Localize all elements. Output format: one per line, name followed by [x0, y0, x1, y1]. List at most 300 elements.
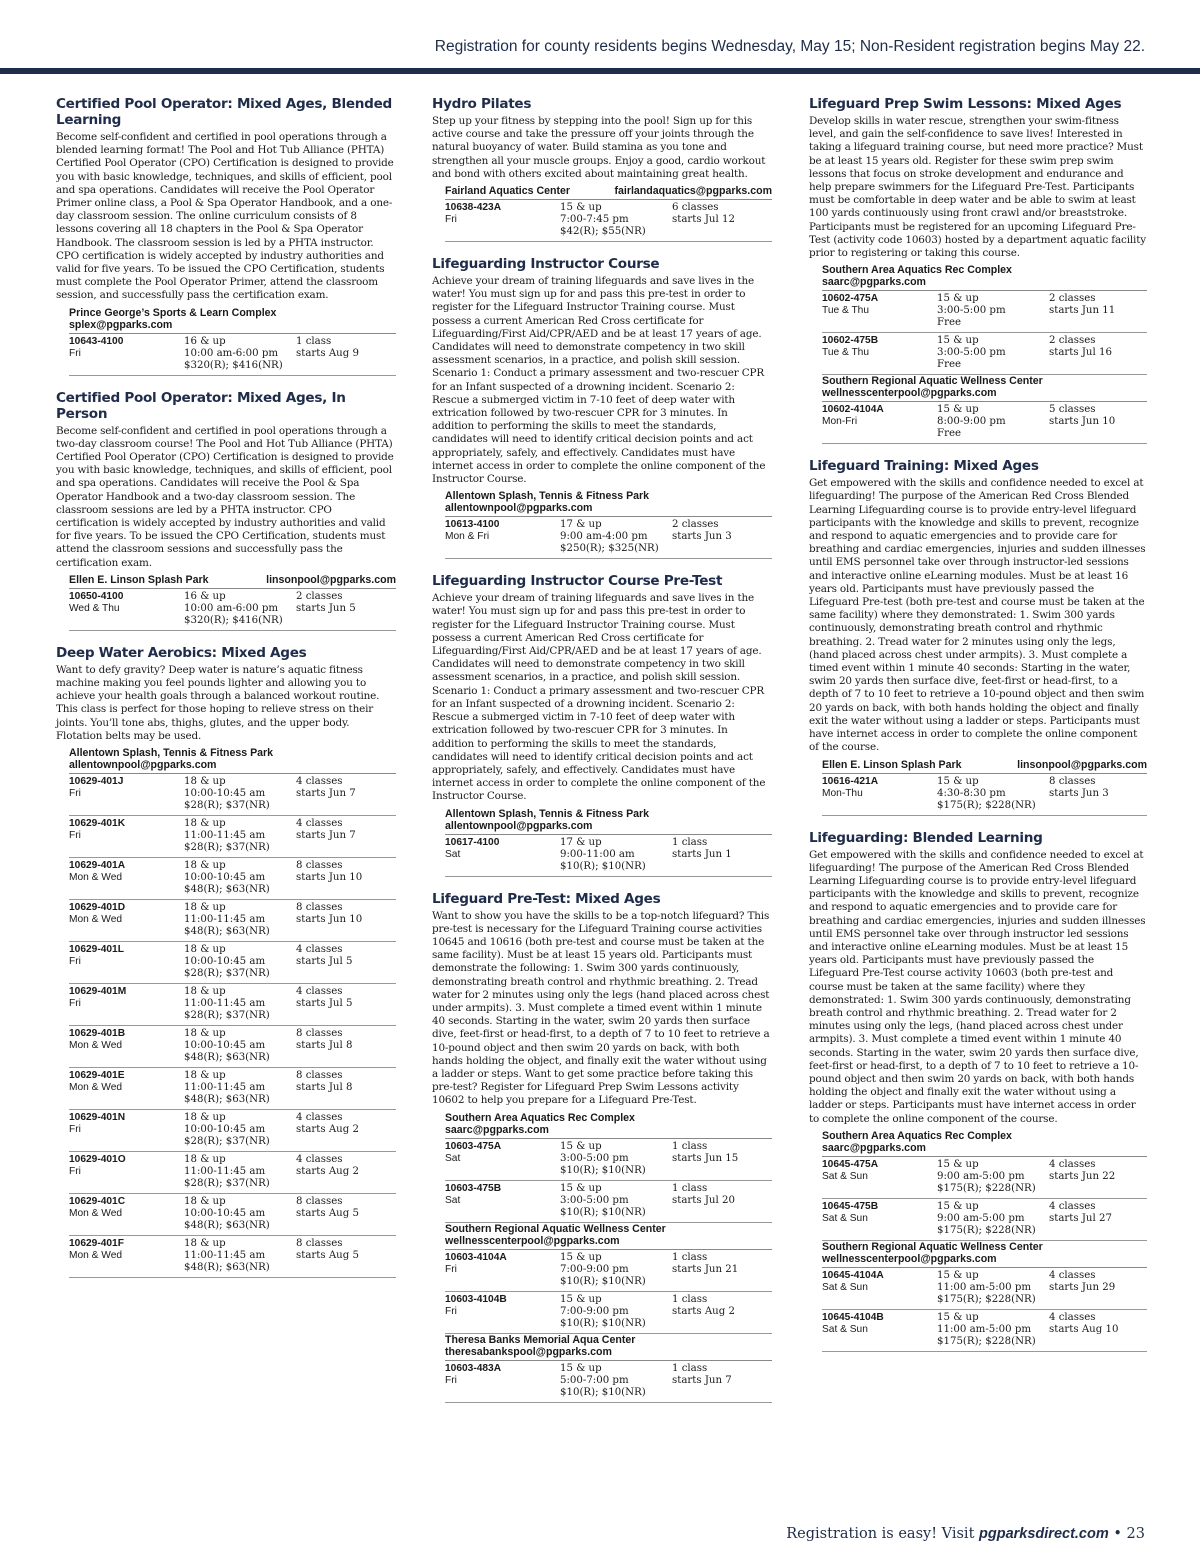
section-row[interactable]	[69, 858, 396, 900]
location-email[interactable]: wellnesscenterpool@pgparks.com	[445, 1234, 620, 1247]
course-description: Achieve your dream of training lifeguards and save lives in the water! You must sign up for and pass this pre-test in order to register for the Lifeguard Instructor Training course. Must possess a current American Red Cross certificate for Lifeguarding/First Aid/CPR/AED and be at least 17 years of age. Candidates will need to demonstrate competency in two skill assessment scenarios, in a practice, and polish skill session. Scenario 1: Conduct a primary assessment and two-rescuer CPR for an Infant suspected of a drowning incident. Scenario 2: Rescue a submerged victim in 7-10 feet of deep water with extrication followed by two-rescuer CPR for 3 minutes. In addition to performing the skills to meet the standards, candidates will need to identify critical decision points and act appropriately, safely, and effectively. Candidates must have internet access in order to complete the online component of the Instructor Course.	[432, 275, 766, 486]
age-range: 15 & up	[937, 1200, 979, 1212]
location-name-row	[822, 264, 1147, 276]
section-count-cell	[672, 1183, 772, 1219]
location-header	[445, 490, 772, 517]
activity-code[interactable]: 10603-475A	[445, 1140, 502, 1152]
section-time-cell	[560, 1363, 672, 1399]
section-row[interactable]	[445, 1250, 772, 1292]
meeting-time: 3:00-5:00 pm	[560, 1152, 629, 1164]
activity-code[interactable]: 10602-4104A	[822, 404, 884, 416]
location-name: Southern Area Aquatics Rec Complex	[822, 1129, 1012, 1142]
activity-code[interactable]: 10616-421A	[822, 775, 879, 787]
activity-code[interactable]: 10629-401D	[69, 902, 126, 914]
start-date: starts Jul 20	[672, 1194, 735, 1206]
location-email[interactable]: linsonpool@pgparks.com	[266, 573, 396, 586]
activity-code[interactable]: 10643-4100	[69, 335, 124, 347]
fee: $175(R); $228(NR)	[937, 1335, 1036, 1347]
section-time-cell	[937, 335, 1049, 371]
class-count: 1 class	[672, 1251, 708, 1263]
age-range: 18 & up	[184, 776, 226, 788]
meeting-time: 7:00-7:45 pm	[560, 214, 629, 226]
meeting-time: 7:00-9:00 pm	[560, 1263, 629, 1275]
location-name: Allentown Splash, Tennis & Fitness Park	[445, 490, 650, 503]
course-title: Lifeguarding: Blended Learning	[809, 829, 1043, 846]
course-description: Step up your fitness by stepping into the pool! Sign up for this active course and take the pressure off your joints through the natural buoyancy of water. Build stamina as you tone and strengthen all your muscle groups. Enjoy a good, cardio workout and bond with others excited about maintaining great health.	[432, 115, 766, 180]
age-range: 16 & up	[184, 590, 226, 602]
section-count-cell	[296, 818, 396, 854]
section-row[interactable]	[69, 589, 396, 631]
fee: $10(R); $10(NR)	[560, 1386, 646, 1398]
class-count: 4 classes	[296, 776, 343, 788]
section-code-cell	[69, 591, 184, 627]
section-count-cell	[1049, 404, 1147, 440]
section-count-cell	[672, 1294, 772, 1330]
course-title: Lifeguard Pre-Test: Mixed Ages	[432, 890, 661, 907]
section-count-cell	[296, 336, 396, 372]
section-time-cell	[560, 1183, 672, 1219]
section-time-cell	[560, 837, 672, 873]
section-time-cell	[937, 1201, 1049, 1237]
meeting-time: 9:00 am-5:00 pm	[937, 1170, 1025, 1182]
class-count: 8 classes	[296, 1196, 343, 1208]
start-date: starts Jun 5	[296, 602, 356, 614]
meeting-time: 11:00-11:45 am	[184, 998, 266, 1010]
location-name: Ellen E. Linson Splash Park	[69, 573, 209, 586]
age-range: 15 & up	[560, 1362, 602, 1374]
section-count-cell	[296, 776, 396, 812]
start-date: starts Jun 10	[296, 872, 363, 884]
age-range: 18 & up	[184, 944, 226, 956]
section-row[interactable]	[822, 1268, 1147, 1310]
section-time-cell	[184, 336, 296, 372]
meeting-days: Fri	[69, 998, 81, 1010]
section-row[interactable]	[445, 835, 772, 877]
section-time-cell	[184, 776, 296, 812]
course-block	[432, 256, 772, 559]
section-row[interactable]	[822, 291, 1147, 333]
age-range: 15 & up	[937, 335, 979, 347]
location-name: Southern Area Aquatics Rec Complex	[822, 264, 1012, 277]
location-email[interactable]: linsonpool@pgparks.com	[1017, 758, 1147, 771]
fee: $175(R); $228(NR)	[937, 799, 1036, 811]
section-count-cell	[1049, 776, 1147, 812]
start-date: starts Aug 2	[296, 1166, 359, 1178]
fee: $175(R); $228(NR)	[937, 1182, 1036, 1194]
meeting-days: Sat & Sun	[822, 1170, 868, 1182]
fee: $28(R); $37(NR)	[184, 968, 270, 980]
section-time-cell	[184, 986, 296, 1022]
page-header	[0, 0, 1200, 78]
section-row[interactable]	[822, 1199, 1147, 1241]
section-time-cell	[560, 202, 672, 238]
age-range: 18 & up	[184, 860, 226, 872]
class-count: 8 classes	[1049, 775, 1096, 787]
section-count-cell	[296, 1238, 396, 1274]
section-count-cell	[672, 519, 772, 555]
column-1	[56, 96, 396, 1292]
meeting-time: 11:00-11:45 am	[184, 830, 266, 842]
section-count-cell	[296, 1196, 396, 1232]
location-email[interactable]: saarc@pgparks.com	[822, 1141, 926, 1154]
footer-site-link[interactable]: pgparksdirect.com	[979, 1526, 1109, 1542]
meeting-days: Mon & Wed	[69, 914, 123, 926]
section-code-cell	[822, 1201, 937, 1237]
course-title: Certified Pool Operator: Mixed Ages, In Person	[56, 389, 346, 422]
location-email[interactable]: wellnesscenterpool@pgparks.com	[822, 387, 997, 400]
age-range: 15 & up	[937, 1158, 979, 1170]
location-header	[822, 759, 1147, 774]
age-range: 18 & up	[184, 1028, 226, 1040]
location-header	[445, 185, 772, 200]
activity-code[interactable]: 10603-4104B	[445, 1293, 507, 1305]
section-row[interactable]	[69, 942, 396, 984]
start-date: starts Jun 21	[672, 1263, 739, 1275]
fee: Free	[937, 428, 961, 440]
section-row[interactable]	[445, 517, 772, 559]
section-row[interactable]	[445, 1181, 772, 1223]
start-date: starts Jul 8	[296, 1040, 353, 1052]
section-row[interactable]	[822, 774, 1147, 816]
location-header	[69, 574, 396, 589]
location-email[interactable]: allentownpool@pgparks.com	[445, 502, 593, 515]
section-count-cell	[296, 1070, 396, 1106]
section-code-cell	[69, 1154, 184, 1190]
section-row[interactable]	[69, 984, 396, 1026]
section-time-cell	[184, 1154, 296, 1190]
age-range: 18 & up	[184, 1154, 226, 1166]
course-description: Become self-confident and certified in pool operations through a blended learning format! The Pool and Hot Tub Alliance (PHTA) Certified Pool Operator (CPO) Certification is designed to provide you with basic knowledge, techniques, and skills of efficient, pool and spa operations. Candidates will receive the Pool Operator Primer online class, a Pool & Spa Operator Handbook, and a one-day classroom session. The online curriculum consists of 8 lessons covering all 18 chapters in the Pool & Spa Operator Handbook. The classroom session is led by a PHTA instructor. CPO certification is widely accepted by industry authorities and valid for five years. To be issued the CPO Certification, students must complete the Pool Operator Primer, attend the classroom session, and successfully pass the certification exam.	[56, 131, 394, 302]
start-date: starts Jun 10	[1049, 416, 1116, 428]
activity-code[interactable]: 10603-4104A	[445, 1251, 507, 1263]
activity-code[interactable]: 10645-4104A	[822, 1269, 884, 1281]
meeting-days: Fri	[445, 214, 457, 226]
activity-code[interactable]: 10617-4100	[445, 836, 500, 848]
course-description: Develop skills in water rescue, strengthen your swim-fitness level, and gain the self-confidence to save lives! Interested in taking a lifeguard training course, but need more practice? Must be at least 15 years old. Register for these swim prep swim lessons that focus on stroke development and endurance and help prepare swimmers for the Lifeguard Pre-Test. Participants must be comfortable in deep water and be able to swim at least 100 yards continuously using front crawl and/or breaststroke. Participants must be registered for an upcoming Lifeguard Pre-Test (activity code 10603) hosted by a department aquatic facility prior to registering or taking this course.	[809, 115, 1146, 260]
section-row[interactable]	[445, 200, 772, 242]
fee: $10(R); $10(NR)	[560, 1164, 646, 1176]
section-count-cell	[296, 591, 396, 627]
activity-code[interactable]: 10629-401O	[69, 1154, 126, 1166]
activity-code[interactable]: 10629-401B	[69, 1028, 126, 1040]
class-count: 4 classes	[296, 818, 343, 830]
start-date: starts Aug 2	[296, 1124, 359, 1136]
location-name-row	[822, 1241, 1147, 1253]
meeting-days: Fri	[69, 1124, 81, 1136]
section-count-cell	[296, 902, 396, 938]
section-row[interactable]	[822, 1157, 1147, 1199]
meeting-time: 11:00-11:45 am	[184, 1166, 266, 1178]
meeting-days: Mon & Fri	[445, 531, 490, 543]
section-code-cell	[69, 1238, 184, 1274]
section-count-cell	[296, 1154, 396, 1190]
location-header	[822, 1130, 1147, 1157]
meeting-days: Mon & Wed	[69, 1040, 123, 1052]
section-time-cell	[184, 944, 296, 980]
section-count-cell	[1049, 293, 1147, 329]
section-count-cell	[1049, 1201, 1147, 1237]
meeting-time: 7:00-9:00 pm	[560, 1305, 629, 1317]
section-count-cell	[296, 1112, 396, 1148]
section-time-cell	[184, 591, 296, 627]
section-count-cell	[1049, 335, 1147, 371]
age-range: 16 & up	[184, 335, 226, 347]
meeting-time: 10:00-10:45 am	[184, 872, 266, 884]
meeting-time: 10:00-10:45 am	[184, 1208, 266, 1220]
meeting-time: 10:00-10:45 am	[184, 1124, 266, 1136]
section-time-cell	[937, 1270, 1049, 1306]
meeting-days: Sat	[445, 1152, 461, 1164]
meeting-time: 4:30-8:30 pm	[937, 787, 1006, 799]
section-count-cell	[672, 837, 772, 873]
start-date: starts Jul 12	[672, 214, 735, 226]
section-code-cell	[69, 818, 184, 854]
section-row[interactable]	[822, 1310, 1147, 1352]
meeting-time: 11:00-11:45 am	[184, 914, 266, 926]
meeting-days: Fri	[445, 1305, 457, 1317]
section-code-cell	[69, 902, 184, 938]
section-row[interactable]	[445, 1292, 772, 1334]
activity-code[interactable]: 10629-401J	[69, 776, 124, 788]
meeting-time: 9:00 am-5:00 pm	[937, 1212, 1025, 1224]
meeting-time: 10:00-10:45 am	[184, 956, 266, 968]
section-row[interactable]	[69, 816, 396, 858]
section-code-cell	[445, 202, 560, 238]
activity-code[interactable]: 10629-401L	[69, 944, 124, 956]
activity-code[interactable]: 10629-401F	[69, 1238, 124, 1250]
section-count-cell	[296, 860, 396, 896]
section-row[interactable]	[69, 900, 396, 942]
meeting-time: 3:00-5:00 pm	[937, 305, 1006, 317]
section-count-cell	[672, 202, 772, 238]
section-row[interactable]	[69, 1026, 396, 1068]
meeting-time: 5:00-7:00 pm	[560, 1374, 629, 1386]
meeting-days: Mon & Wed	[69, 1082, 123, 1094]
location-header	[69, 747, 396, 774]
location-name-row	[69, 307, 396, 319]
section-code-cell	[69, 986, 184, 1022]
location-header	[445, 1112, 772, 1139]
fee: $28(R); $37(NR)	[184, 842, 270, 854]
section-count-cell	[672, 1363, 772, 1399]
class-count: 5 classes	[1049, 404, 1096, 416]
location-email[interactable]: splex@pgparks.com	[69, 318, 173, 331]
fee: $320(R); $416(NR)	[184, 614, 283, 626]
activity-code[interactable]: 10629-401K	[69, 818, 126, 830]
age-range: 18 & up	[184, 818, 226, 830]
section-row[interactable]	[69, 1110, 396, 1152]
location-header	[822, 264, 1147, 291]
class-count: 4 classes	[1049, 1200, 1096, 1212]
meeting-time: 3:00-5:00 pm	[560, 1194, 629, 1206]
location-email[interactable]: allentownpool@pgparks.com	[69, 759, 217, 772]
footer-prefix: Registration is easy! Visit	[786, 1526, 980, 1542]
activity-code[interactable]: 10602-475B	[822, 335, 879, 347]
location-email[interactable]: saarc@pgparks.com	[822, 276, 926, 289]
activity-code[interactable]: 10638-423A	[445, 202, 502, 214]
location-name-row	[69, 574, 396, 586]
meeting-time: 9:00 am-4:00 pm	[560, 531, 648, 543]
class-count: 4 classes	[296, 986, 343, 998]
fee: $48(R); $63(NR)	[184, 1094, 270, 1106]
section-count-cell	[672, 1252, 772, 1288]
footer-page-number: • 23	[1108, 1526, 1145, 1542]
age-range: 15 & up	[560, 1140, 602, 1152]
class-count: 2 classes	[1049, 293, 1096, 305]
activity-code[interactable]: 10645-475A	[822, 1158, 879, 1170]
course-block	[809, 96, 1147, 444]
section-row[interactable]	[69, 334, 396, 376]
section-row[interactable]	[69, 1236, 396, 1278]
location-email[interactable]: fairlandaquatics@pgparks.com	[614, 185, 772, 198]
section-code-cell	[69, 1196, 184, 1232]
meeting-time: 10:00-10:45 am	[184, 1040, 266, 1052]
location-email[interactable]: theresabankspool@pgparks.com	[445, 1345, 612, 1358]
fee: $28(R); $37(NR)	[184, 1178, 270, 1190]
class-count: 4 classes	[1049, 1311, 1096, 1323]
section-time-cell	[184, 1028, 296, 1064]
section-row[interactable]	[69, 1194, 396, 1236]
age-range: 15 & up	[937, 1269, 979, 1281]
section-code-cell	[822, 293, 937, 329]
section-time-cell	[560, 1252, 672, 1288]
start-date: starts Jun 7	[296, 830, 356, 842]
course-title: Lifeguarding Instructor Course	[432, 256, 660, 273]
location-name-row	[822, 759, 1147, 771]
fee: $48(R); $63(NR)	[184, 1052, 270, 1064]
section-row[interactable]	[69, 1152, 396, 1194]
start-date: starts Jul 16	[1049, 347, 1112, 359]
section-count-cell	[296, 944, 396, 980]
section-time-cell	[184, 1070, 296, 1106]
activity-code[interactable]: 10645-4104B	[822, 1311, 884, 1323]
activity-code[interactable]: 10629-401E	[69, 1070, 125, 1082]
section-code-cell	[445, 519, 560, 555]
section-time-cell	[937, 776, 1049, 812]
registration-banner: Registration for county residents begins Wednesday, May 15; Non-Resident registration begins May 22.	[434, 38, 1145, 55]
meeting-days: Sat	[445, 848, 461, 860]
course-block	[56, 96, 396, 376]
course-description: Get empowered with the skills and confidence needed to excel at lifeguarding! The purpose of the American Red Cross Blended Learning Lifeguarding course is to provide entry-level lifeguard participants with the knowledge and skills to prevent, recognize and respond to aquatic emergencies and to provide care for breathing and cardiac emergencies, injuries and sudden illnesses until EMS personnel take over through instructor-led sessions and interactive online eLearning modules. Must be at least 16 years old. Participants must have previously passed the Lifeguard Pre-test (both pre-test and course must be taken at the same facility) where they demonstrated: 1. Swim 300 yards continuously, demonstrating breath control and rhythmic breathing. 2. Tread water for 2 minutes using only the legs, (hand placed across chest under armpits). 3. Must complete a timed event within 1 minute 40 seconds: Starting in the water, swim 20 yards then surface dive, feet-first or head-first, to a depth of 7 to 10 feet to retrieve a 10-pound object and then swim 20 yards on back, with both hands holding the object and finally exit the water without using a ladder or steps. Participants must have internet access in order to complete the online component of the course.	[809, 477, 1146, 754]
start-date: starts Jun 15	[672, 1152, 739, 1164]
meeting-days: Fri	[69, 788, 81, 800]
class-count: 8 classes	[296, 1070, 343, 1082]
start-date: starts Jun 22	[1049, 1170, 1116, 1182]
activity-code[interactable]: 10629-401M	[69, 986, 127, 998]
activity-code[interactable]: 10603-475B	[445, 1182, 502, 1194]
meeting-time: 8:00-9:00 pm	[937, 416, 1006, 428]
course-title: Lifeguard Training: Mixed Ages	[809, 458, 1039, 475]
section-row[interactable]	[445, 1139, 772, 1181]
section-row[interactable]	[445, 1361, 772, 1403]
location-header	[69, 307, 396, 334]
activity-code[interactable]: 10645-475B	[822, 1200, 879, 1212]
course-block	[432, 573, 772, 876]
course-title: Lifeguard Prep Swim Lessons: Mixed Ages	[809, 96, 1122, 112]
activity-code[interactable]: 10603-483A	[445, 1362, 502, 1374]
activity-code[interactable]: 10650-4100	[69, 590, 124, 602]
age-range: 15 & up	[937, 775, 979, 787]
location-name: Southern Regional Aquatic Wellness Center	[822, 375, 1043, 388]
activity-code[interactable]: 10629-401C	[69, 1196, 126, 1208]
section-code-cell	[69, 1112, 184, 1148]
fee: Free	[937, 317, 961, 329]
section-row[interactable]	[69, 774, 396, 816]
meeting-days: Mon-Thu	[822, 787, 863, 799]
age-range: 18 & up	[184, 986, 226, 998]
section-code-cell	[69, 1028, 184, 1064]
meeting-days: Fri	[445, 1374, 457, 1386]
meeting-days: Fri	[69, 830, 81, 842]
start-date: starts Aug 9	[296, 347, 359, 359]
fee: $250(R); $325(NR)	[560, 543, 659, 555]
age-range: 15 & up	[937, 293, 979, 305]
class-count: 4 classes	[296, 1154, 343, 1166]
location-name-row	[69, 747, 396, 759]
class-count: 6 classes	[672, 202, 719, 214]
section-row[interactable]	[822, 402, 1147, 444]
class-count: 2 classes	[672, 519, 719, 531]
fee: $48(R); $63(NR)	[184, 1262, 270, 1274]
meeting-days: Mon & Wed	[69, 1208, 123, 1220]
class-count: 4 classes	[296, 944, 343, 956]
course-description: Get empowered with the skills and confidence needed to excel at lifeguarding! The purpose of the American Red Cross Blended Learning Lifeguarding course is to provide entry-level lifeguard participants with the knowledge and skills to prevent, recognize and respond to aquatic emergencies and to provide care for breathing and cardiac emergencies, injuries and sudden illnesses until EMS personnel take over through instructor led sessions and interactive online eLearning modules. Must be at least 15 years old. Participants must have previously passed the Lifeguard Pre-Test course activity 10603 (both pre-test and course must be taken at the same facility) where they demonstrated: 1. Swim 300 yards continuously, demonstrating breath control and rhythmic breathing. 2. Tread water for 2 minutes using only the legs, (hand placed across chest under armpits). 3. Must complete a timed event within 1 minute 40 seconds. Starting in the water, swim 20 yards then surface dive, feet-first or head-first, to a depth of 7 to 10 feet to retrieve a 10-pound object and then swim 20 yards on back, with both hands holding the object and finally exit the water without using a ladder or steps. Participants must have internet access in order to complete the online component of the course.	[809, 848, 1146, 1125]
location-header	[822, 1241, 1147, 1268]
section-row[interactable]	[822, 333, 1147, 375]
location-name: Allentown Splash, Tennis & Fitness Park	[445, 807, 650, 820]
activity-code[interactable]: 10613-4100	[445, 519, 500, 531]
location-header	[822, 375, 1147, 402]
section-count-cell	[672, 1141, 772, 1177]
page-footer	[786, 1526, 1145, 1542]
class-count: 1 class	[296, 335, 332, 347]
fee: $10(R); $10(NR)	[560, 1275, 646, 1287]
meeting-days: Tue & Thu	[822, 305, 870, 317]
start-date: starts Jun 7	[296, 788, 356, 800]
section-code-cell	[445, 1252, 560, 1288]
meeting-days: Fri	[69, 347, 81, 359]
course-block	[56, 390, 396, 631]
section-row[interactable]	[69, 1068, 396, 1110]
location-email[interactable]: allentownpool@pgparks.com	[445, 819, 593, 832]
class-count: 1 class	[672, 1293, 708, 1305]
fee: $320(R); $416(NR)	[184, 359, 283, 371]
start-date: starts Jul 5	[296, 956, 353, 968]
section-code-cell	[69, 776, 184, 812]
meeting-days: Fri	[69, 1166, 81, 1178]
meeting-days: Fri	[445, 1263, 457, 1275]
fee: $175(R); $228(NR)	[937, 1293, 1036, 1305]
location-name: Allentown Splash, Tennis & Fitness Park	[69, 747, 274, 760]
location-email[interactable]: saarc@pgparks.com	[445, 1123, 549, 1136]
fee: $10(R); $10(NR)	[560, 1206, 646, 1218]
class-count: 1 class	[672, 1362, 708, 1374]
age-range: 18 & up	[184, 902, 226, 914]
location-email[interactable]: wellnesscenterpool@pgparks.com	[822, 1252, 997, 1265]
activity-code[interactable]: 10629-401N	[69, 1112, 126, 1124]
activity-code[interactable]: 10629-401A	[69, 860, 126, 872]
activity-code[interactable]: 10602-475A	[822, 293, 879, 305]
age-range: 18 & up	[184, 1196, 226, 1208]
class-count: 8 classes	[296, 1238, 343, 1250]
section-time-cell	[184, 818, 296, 854]
location-name: Theresa Banks Memorial Aqua Center	[445, 1333, 636, 1346]
section-code-cell	[69, 944, 184, 980]
course-block	[432, 891, 772, 1403]
start-date: starts Jun 1	[672, 848, 732, 860]
start-date: starts Jun 11	[1049, 305, 1116, 317]
fee: $10(R); $10(NR)	[560, 1317, 646, 1329]
